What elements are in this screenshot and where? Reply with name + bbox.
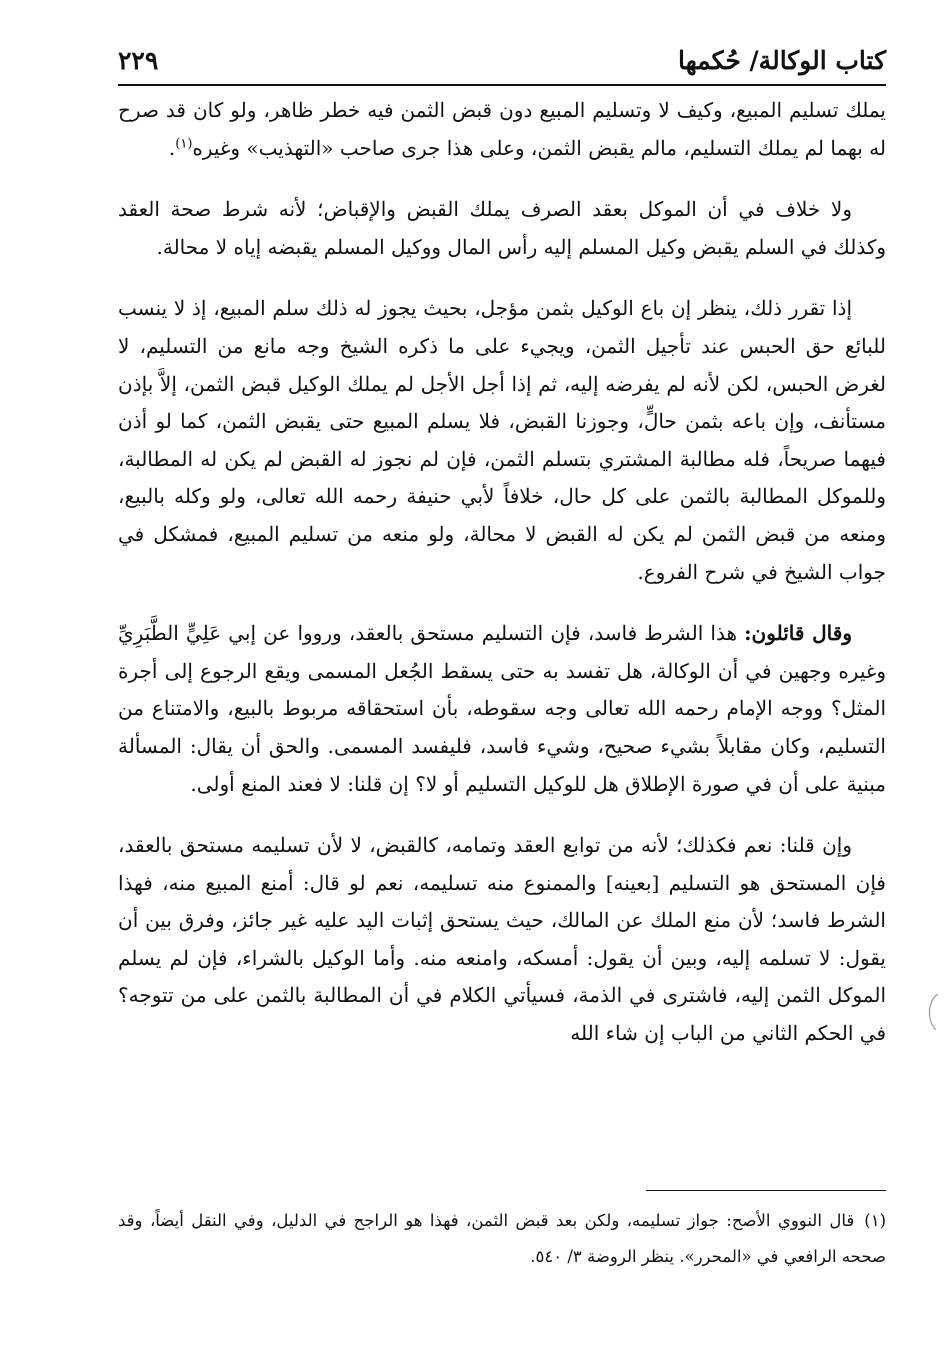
running-header xyxy=(118,38,886,82)
page-number: ٢٢٩ xyxy=(118,45,159,75)
paragraph-1-tail: . xyxy=(168,135,176,160)
header-rule xyxy=(118,84,886,86)
footnote-rule xyxy=(646,1190,886,1191)
paragraph-4-lead: وقال قائلون: xyxy=(744,621,852,646)
paragraph-2 xyxy=(118,191,886,266)
paragraph-3 xyxy=(118,290,886,591)
margin-bracket-mark xyxy=(920,990,942,1034)
running-title: كتاب الوكالة/ حُكمها xyxy=(677,45,886,75)
paragraph-2-text: ولا خلاف في أن الموكل بعقد الصرف يملك القبض والإقباض؛ لأنه شرط صحة العقد وكذلك في السلم يقبض وكيل المسلم إليه رأس المال ووكيل المسلم يقبضه إياه لا محالة. xyxy=(118,197,886,259)
footnote-ref[interactable]: (١) xyxy=(175,135,193,151)
main-text xyxy=(118,92,886,1077)
paragraph-1-text: يملك تسليم المبيع، وكيف لا وتسليم المبيع دون قبض الثمن فيه خطر ظاهر، ولو كان قد صرح له بهما لم يملك التسليم، مالم يقبض الثمن، وعلى هذا جرى صاحب «التهذيب» وغيره xyxy=(118,98,886,160)
paragraph-5 xyxy=(118,827,886,1053)
paragraph-4-text: هذا الشرط فاسد، فإن التسليم مستحق بالعقد، ورووا عن إبي عَلِيٍّ الطَّبَرِيِّ وغيره وجهين في أن الوكالة، هل تفسد به حتى يسقط الجُعل المسمى ويقع الرجوع إلى أجرة المثل؟ ووجه الإمام رحمه الله تعالى وجه سقوطه، بأن استحقاقه مربوط بالبيع، والامتناع من التسليم، وكان مقابلاً بشيء صحيح، وشيء فاسد، فليفسد المسمى. والحق أن يقال: المسألة مبنية على أن في صورة الإطلاق هل للوكيل التسليم أو لا؟ إن قلنا: لا فعند المنع أولى. xyxy=(118,621,886,796)
paragraph-3-text: إذا تقرر ذلك، ينظر إن باع الوكيل بثمن مؤجل، بحيث يجوز له ذلك سلم المبيع، إذ لا ينسب للبائع حق الحبس عند تأجيل الثمن، ويجيء على ما ذكره الشيخ وجه مانع من التسليم، لا لغرض الحبس، لكن لأنه لم يفرضه إليه، ثم إذا أجل الأجل لم يملك الوكيل قبض الثمن، إلاَّ بإذن مستأنف، وإن باعه بثمن حالٍّ، وجوزنا القبض، فلا يسلم المبيع حتى يقبض الثمن، كما لو أذن فيهما صريحاً، فله مطالبة المشتري بتسلم الثمن، فإن لم نجوز له القبض لم يكن له المطالبة، وللموكل المطالبة بالثمن على كل حال، خلافاً لأبي حنيفة رحمه الله تعالى، ولو وكله بالبيع، ومنعه من قبض الثمن لم يكن له القبض لا محالة، ولو منعه من تسليم المبيع، فمشكل في جواب الشيخ في شرح الفروع. xyxy=(118,296,887,584)
paragraph-4 xyxy=(118,615,886,803)
paragraph-1 xyxy=(118,92,886,167)
footnote-text: قال النووي الأصح: جواز تسليمه، ولكن بعد قبض الثمن، فهذا هو الراجح في الدليل، وفي النقل أيضاً، وقد صححه الرافعي في «المحرر». ينظر الروضة ٣/ ٥٤٠. xyxy=(118,1211,886,1266)
footnote-number: (١) xyxy=(864,1211,886,1230)
footnote xyxy=(118,1203,886,1275)
paragraph-5-text: وإن قلنا: نعم فكذلك؛ لأنه من توابع العقد وتمامه، كالقبض، لا لأن تسليمه مستحق بالعقد، فإن المستحق هو التسليم [بعينه] والممنوع منه تسليمه، نعم لو قال: أمنع المبيع منه، فهذا الشرط فاسد؛ لأن منع الملك عن المالك، حيث يستحق إثبات اليد عليه غير جائز، وفرق بين أن يقول: لا تسلمه إليه، وبين أن يقول: أمسكه، وامنعه منه. وأما الوكيل بالشراء، فإن لم يسلم الموكل الثمن إليه، فاشترى في الذمة، فسيأتي الكلام في أن المطالبة بالثمن على من تتوجه؟ في الحكم الثاني من الباب إن شاء الله xyxy=(118,833,886,1046)
